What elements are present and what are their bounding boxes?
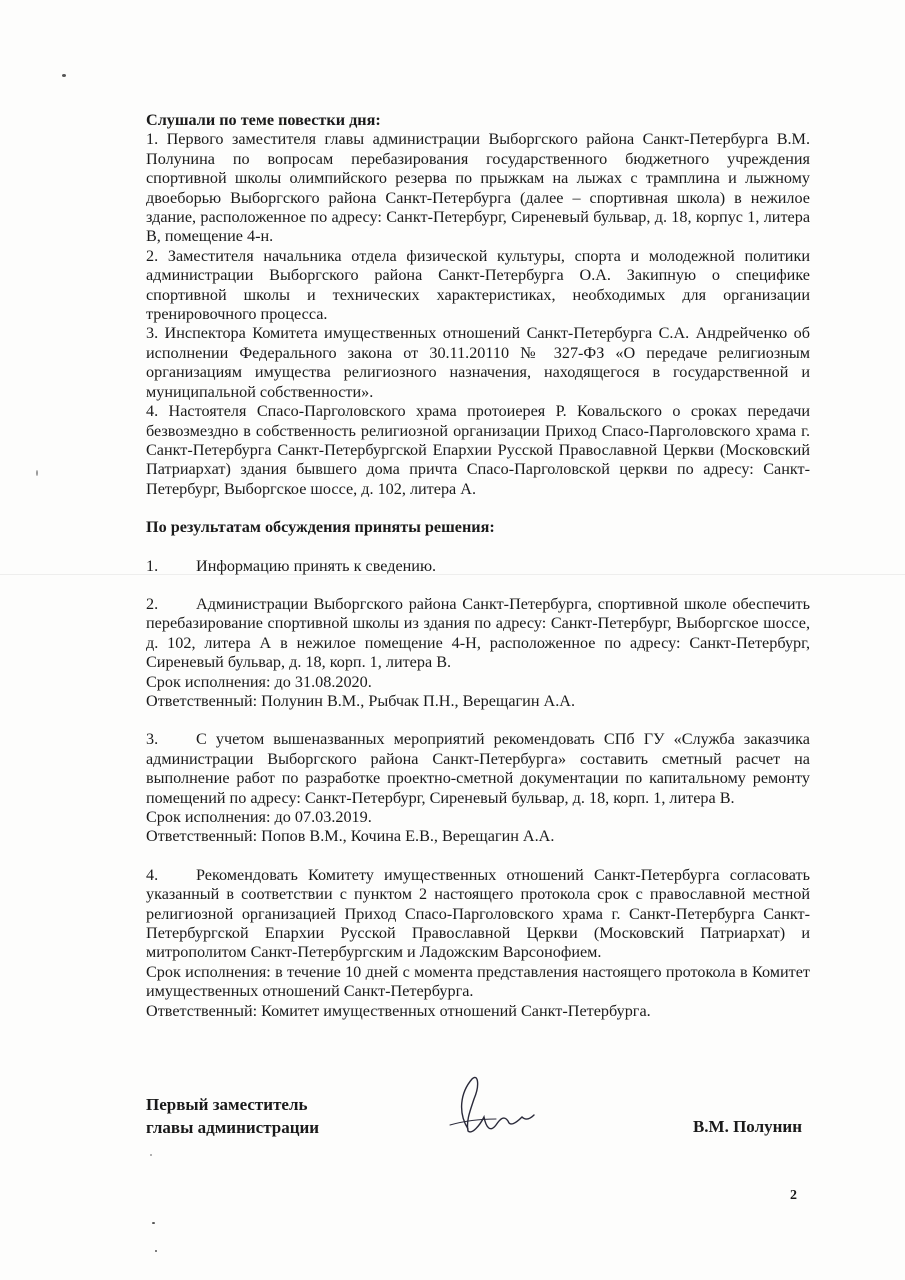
decision-number: 2.: [146, 594, 159, 613]
handwritten-signature: [438, 1073, 548, 1143]
heard-item: 2. Заместителя начальника отдела физической культуры, спорта и молодежной политики администрации Выборгского района Санкт-Петербурга О.А. Закипную о специфике спортивной школы и технических характеристиках, необходимых для организации тренировочного процесса.: [146, 246, 810, 324]
decision-text: [146, 866, 810, 963]
decision-number: 4.: [146, 865, 159, 884]
decision-item: [146, 730, 810, 846]
decision-number: 3.: [146, 730, 159, 749]
decision-text: [146, 557, 810, 576]
heard-item: 1. Первого заместителя главы администрации Выборгского района Санкт-Петербурга В.М. Полунина по вопросам перебазирования государственного бюджетного учреждения спортивной школы олимпийского резерва по прыжкам на лыжах с трамплина и лыжному двоеборью Выборгского района Санкт-Петербурга (далее – спортивная школа) в нежилое здание, расположенное по адресу: Санкт-Петербург, Сиреневый бульвар, д. 18, корпус 1, литера В, помещение 4-н.: [146, 130, 810, 246]
signature-block: [146, 1093, 806, 1153]
decision-responsible: Ответственный: Комитет имущественных отношений Санкт-Петербурга.: [146, 1001, 651, 1020]
decision-body: Администрации Выборгского района Санкт-Петербурга, спортивной школе обеспечить перебазирование спортивной школы из здания по адресу: Санкт-Петербург, Выборгское шоссе, д. 102, литера А в нежилое помещение 4-Н, расположенное по адресу: Санкт-Петербург, Сиреневый бульвар, д. 18, корп. 1, литера В.: [146, 594, 810, 672]
decision-deadline: Срок исполнения: до 07.03.2019.: [146, 808, 372, 826]
decision-responsible: Ответственный: Полунин В.М., Рыбчак П.Н., Верещагин А.А.: [146, 691, 576, 710]
signatory-title-line: Первый заместитель: [146, 1095, 308, 1114]
heard-item: 3. Инспектора Комитета имущественных отношений Санкт-Петербурга С.А. Андрейченко об исполнении Федерального закона от 30.11.20110 № 327-ФЗ «О передаче религиозным организациям имущества религиозного назначения, находящегося в государственной и муниципальной собственности».: [146, 324, 810, 401]
spacer: [146, 847, 810, 866]
scan-speck: [36, 470, 38, 476]
decision-item: [146, 557, 810, 576]
decision-body: Рекомендовать Комитету имущественных отношений Санкт-Петербурга согласовать указанный в соответствии с пунктом 2 настоящего протокола срок с православной местной религиозной организацией Приход Спасо-Парголовского храма г. Санкт-Петербурга Санкт-Петербургской Епархии Русской Православной Церкви (Московский Патриархат) и митрополитом Санкт-Петербургским и Ладожским Варсонофием.: [146, 865, 810, 962]
signatory-title: [146, 1093, 319, 1139]
decision-number: 1.: [146, 556, 159, 575]
decision-body: Информацию принять к сведению.: [196, 556, 437, 575]
spacer: [146, 711, 810, 730]
signatory-name: В.М. Полунин: [692, 1117, 802, 1136]
decision-body: С учетом вышеназванных мероприятий рекомендовать СПб ГУ «Служба заказчика администрации Выборгского района Санкт-Петербурга» составить сметный расчет на выполнение работ по разработке проектно-сметной документации по капитальному ремонту помещений по адресу: Санкт-Петербург, Сиреневый бульвар, д. 18, корп. 1, литера В.: [146, 730, 810, 807]
decisions-heading: По результатам обсуждения приняты решения:: [146, 518, 495, 537]
scan-speck: [152, 1222, 155, 1224]
scan-speck: [155, 1250, 157, 1252]
decision-deadline: Срок исполнения: в течение 10 дней с момента представления настоящего протокола в Комитет имущественных отношений Санкт-Петербурга.: [146, 962, 810, 1001]
decision-item: [146, 866, 810, 1021]
spacer: [146, 538, 810, 557]
heard-heading: Слушали по теме повестки дня:: [146, 111, 381, 129]
decision-deadline: Срок исполнения: до 31.08.2020.: [146, 672, 372, 691]
spacer: [146, 499, 810, 518]
signatory-title-line: главы администрации: [146, 1118, 320, 1137]
scan-speck: [62, 74, 66, 77]
protocol-body: [146, 111, 810, 1021]
decision-responsible: Ответственный: Попов В.М., Кочина Е.В., Верещагин А.А.: [146, 827, 555, 846]
heard-item: 4. Настоятеля Спасо-Парголовского храма протоиерея Р. Ковальского о сроках передачи безвозмездно в собственность религиозной организации Приход Спасо-Парголовского храма г. Санкт-Петербурга Санкт-Петербургской Епархии Русской Православной Церкви (Московский Патриархат) здания бывшего дома причта Спасо-Парголовской церкви по адресу: Санкт-Петербург, Выборгское шоссе, д. 102, литера А.: [146, 402, 810, 498]
decision-item: [146, 595, 810, 711]
spacer: [146, 576, 810, 595]
page-number: 2: [790, 1188, 797, 1203]
decision-text: [146, 730, 810, 808]
scan-speck: [150, 1154, 152, 1156]
decision-text: [146, 595, 810, 673]
